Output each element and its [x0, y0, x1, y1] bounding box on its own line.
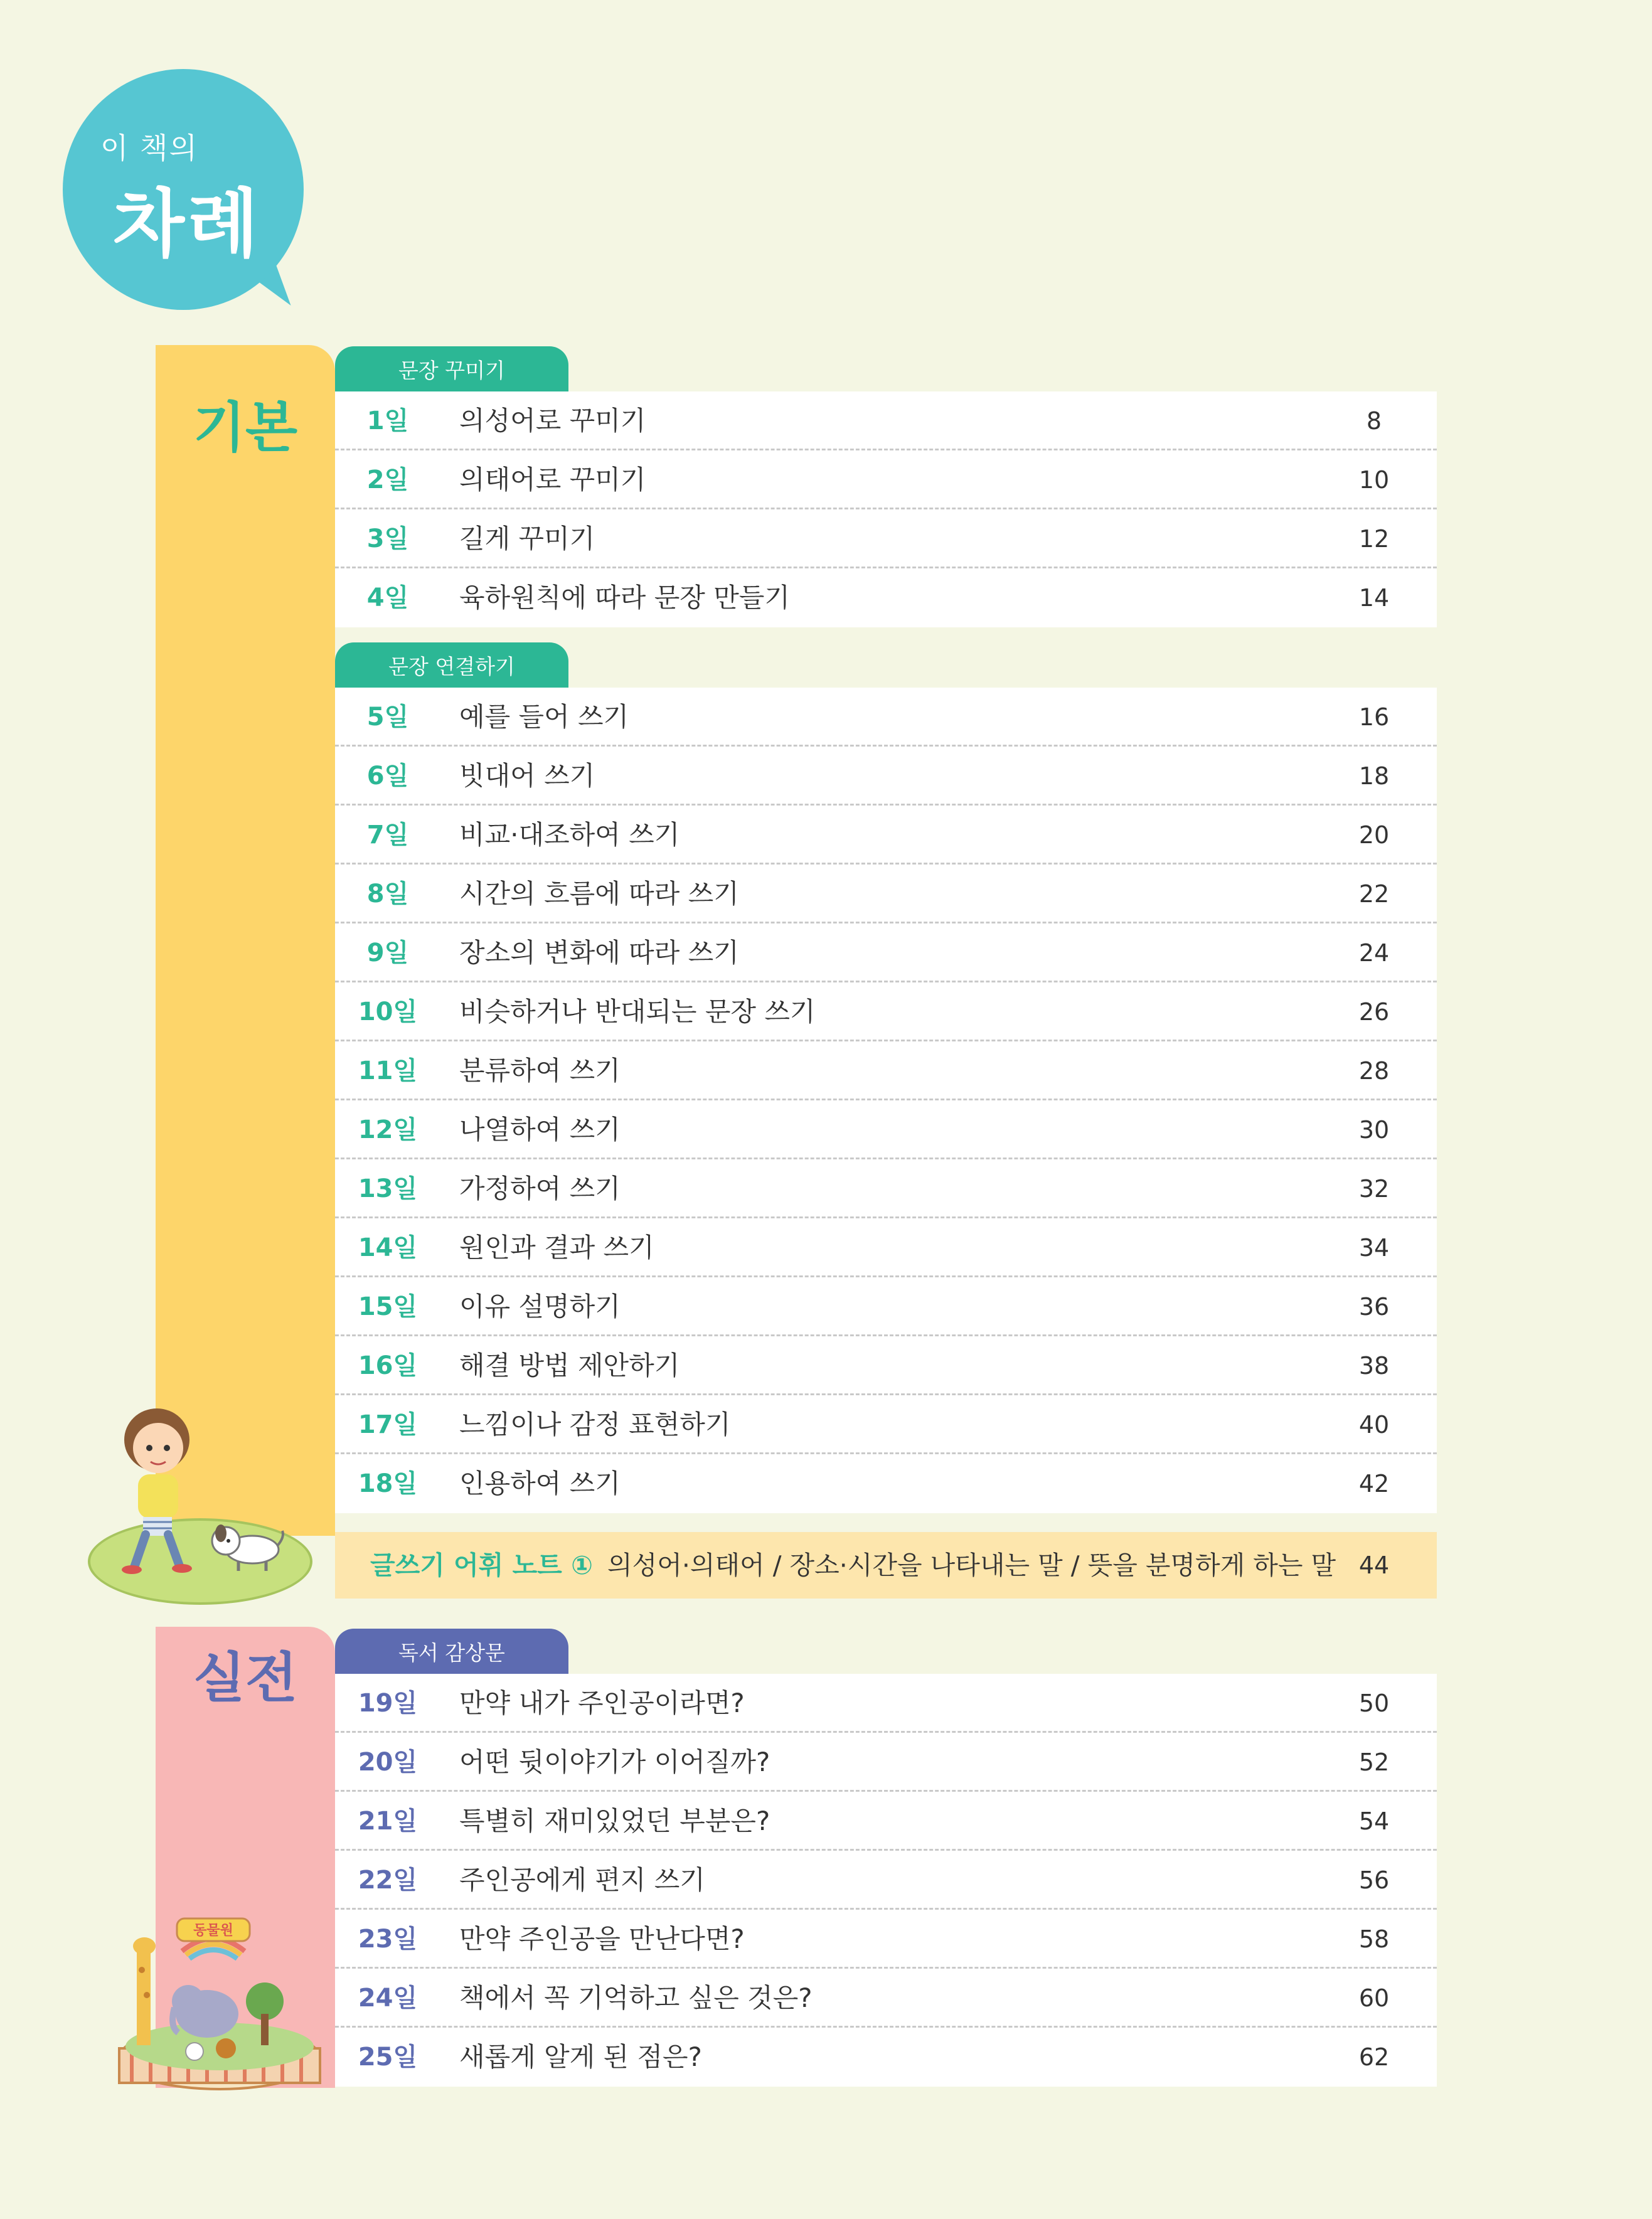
toc-row-day: 13일 [358, 1174, 418, 1203]
toc-row-day: 2일 [366, 466, 409, 494]
toc-row-title: 만약 내가 주인공이라면? [459, 1688, 745, 1718]
toc-row-page-number: 26 [1358, 998, 1390, 1026]
toc-row-title: 시간의 흐름에 따라 쓰기 [459, 878, 739, 909]
toc-row-page-number: 40 [1358, 1411, 1390, 1439]
toc-row-day: 23일 [358, 1925, 418, 1954]
toc-row-title: 빗대어 쓰기 [459, 760, 595, 791]
toc-row-title: 책에서 꼭 기억하고 싶은 것은? [459, 1982, 813, 2013]
toc-row-day: 14일 [358, 1233, 418, 1262]
toc-row-day: 3일 [366, 524, 409, 553]
toc-row-day: 16일 [358, 1351, 418, 1380]
toc-row-page-number: 20 [1358, 821, 1390, 849]
toc-row-title: 주인공에게 편지 쓰기 [459, 1865, 705, 1895]
toc-row-title: 새롭게 알게 된 점은? [459, 2041, 702, 2072]
toc-row-day: 18일 [358, 1469, 418, 1498]
toc-row-title: 해결 방법 제안하기 [459, 1350, 680, 1381]
toc-row [335, 1041, 1437, 1100]
toc-row [335, 865, 1437, 923]
toc-row-title: 육하원칙에 따라 문장 만들기 [459, 582, 790, 613]
toc-row-title: 원인과 결과 쓰기 [459, 1232, 654, 1263]
tab-sentence-connecting: 문장 연결하기 [335, 642, 568, 688]
toc-row-page-number: 58 [1358, 1925, 1390, 1953]
toc-row [335, 688, 1437, 747]
toc-row-page-number: 36 [1358, 1293, 1390, 1321]
toc-list-sentence-connecting [335, 688, 1437, 1513]
toc-row-page-number: 22 [1358, 880, 1390, 908]
toc-row-page-number: 14 [1358, 584, 1390, 612]
toc-row-day: 8일 [366, 880, 409, 908]
toc-row-day: 1일 [366, 407, 409, 435]
toc-row [335, 391, 1437, 450]
toc-row [335, 1454, 1437, 1513]
toc-row-page-number: 50 [1358, 1690, 1390, 1717]
toc-row-title: 특별히 재미있었던 부분은? [459, 1806, 770, 1836]
toc-row [335, 982, 1437, 1041]
toc-row [335, 1218, 1437, 1277]
toc-row-title: 분류하여 쓰기 [459, 1055, 621, 1086]
toc-row-page-number: 42 [1358, 1470, 1390, 1498]
toc-row-day: 24일 [358, 1984, 418, 2013]
toc-row-day: 11일 [358, 1056, 418, 1085]
toc-row-title: 만약 주인공을 만난다면? [459, 1924, 745, 1954]
toc-row-page-number: 62 [1358, 2043, 1390, 2071]
toc-row-day: 6일 [366, 762, 409, 790]
vocab-note-label: 글쓰기 어휘 노트 ① [370, 1550, 593, 1580]
toc-row-page-number: 60 [1358, 1984, 1390, 2012]
toc-row-page-number: 52 [1358, 1748, 1390, 1776]
toc-row [335, 1159, 1437, 1218]
toc-row-title: 나열하여 쓰기 [459, 1114, 621, 1145]
tab-book-report: 독서 감상문 [335, 1629, 568, 1674]
toc-row [335, 806, 1437, 865]
toc-row [335, 568, 1437, 627]
toc-row [335, 1395, 1437, 1454]
toc-row-page-number: 34 [1358, 1234, 1390, 1262]
toc-row-title: 비교·대조하여 쓰기 [459, 819, 680, 850]
dog-illustration [207, 1518, 289, 1575]
toc-row-title: 장소의 변화에 따라 쓰기 [459, 937, 739, 968]
toc-row-day: 7일 [366, 821, 409, 849]
practice-section-label: 실전 [193, 1647, 298, 1710]
toc-row-title: 이유 설명하기 [459, 1291, 621, 1322]
toc-row [335, 1277, 1437, 1336]
toc-row [335, 1733, 1437, 1792]
toc-row-title: 어떤 뒷이야기가 이어질까? [459, 1747, 770, 1777]
basic-section-label: 기본 [193, 396, 298, 459]
basic-section-sidebar [156, 345, 335, 1536]
toc-row-page-number: 10 [1358, 466, 1390, 494]
toc-row [335, 2028, 1437, 2087]
toc-row-day: 9일 [366, 939, 409, 967]
toc-row-title: 비슷하거나 반대되는 문장 쓰기 [459, 996, 816, 1027]
toc-row-page-number: 54 [1358, 1807, 1390, 1835]
vocab-note-text: 의성어·의태어 / 장소·시간을 나타내는 말 / 뜻을 분명하게 하는 말 [607, 1550, 1336, 1580]
zoo-illustration [100, 1907, 326, 2095]
toc-row-day: 12일 [358, 1115, 418, 1144]
toc-row-page-number: 12 [1358, 525, 1390, 553]
toc-row [335, 747, 1437, 806]
toc-row-day: 4일 [366, 583, 409, 612]
toc-row-day: 22일 [358, 1866, 418, 1895]
zoo-sign-text: 동물원 [193, 1923, 233, 1939]
toc-list-book-report [335, 1674, 1437, 2087]
toc-row-page-number: 18 [1358, 762, 1390, 790]
toc-row-title: 의성어로 꾸미기 [459, 405, 646, 436]
toc-row-page-number: 16 [1358, 703, 1390, 731]
toc-row [335, 923, 1437, 982]
page-subtitle: 이 책의 [100, 131, 198, 165]
toc-row [335, 1792, 1437, 1851]
toc-row-title: 느낌이나 감정 표현하기 [459, 1409, 731, 1440]
toc-row [335, 1910, 1437, 1969]
page-title: 차례 [113, 181, 261, 267]
tab-sentence-decorating: 문장 꾸미기 [335, 346, 568, 391]
toc-row-page-number: 28 [1358, 1057, 1390, 1085]
toc-row-day: 5일 [366, 703, 409, 732]
toc-row [335, 1100, 1437, 1159]
toc-row-page-number: 32 [1358, 1175, 1390, 1203]
toc-row [335, 1336, 1437, 1395]
toc-row-page-number: 38 [1358, 1352, 1390, 1380]
toc-row [335, 450, 1437, 509]
toc-row [335, 1851, 1437, 1910]
toc-row-title: 인용하여 쓰기 [459, 1468, 621, 1499]
toc-row-day: 20일 [358, 1748, 418, 1777]
toc-row-page-number: 56 [1358, 1866, 1390, 1894]
vocab-note-page-number: 44 [1358, 1551, 1390, 1579]
toc-row [335, 1969, 1437, 2028]
toc-row-day: 19일 [358, 1689, 418, 1718]
toc-row-title: 예를 들어 쓰기 [459, 701, 629, 732]
toc-row-title: 의태어로 꾸미기 [459, 464, 646, 495]
toc-row-day: 10일 [358, 998, 418, 1026]
toc-row-day: 17일 [358, 1410, 418, 1439]
boy-illustration [107, 1405, 207, 1575]
toc-row-page-number: 24 [1358, 939, 1390, 967]
toc-row [335, 1674, 1437, 1733]
toc-row-title: 길게 꾸미기 [459, 523, 595, 554]
toc-row-day: 25일 [358, 2043, 418, 2072]
toc-row-day: 15일 [358, 1292, 418, 1321]
toc-row [335, 509, 1437, 568]
toc-row-page-number: 30 [1358, 1116, 1390, 1144]
toc-list-sentence-decorating [335, 391, 1437, 627]
toc-row-title: 가정하여 쓰기 [459, 1173, 621, 1204]
toc-row-page-number: 8 [1366, 407, 1382, 435]
toc-row-day: 21일 [358, 1807, 418, 1836]
